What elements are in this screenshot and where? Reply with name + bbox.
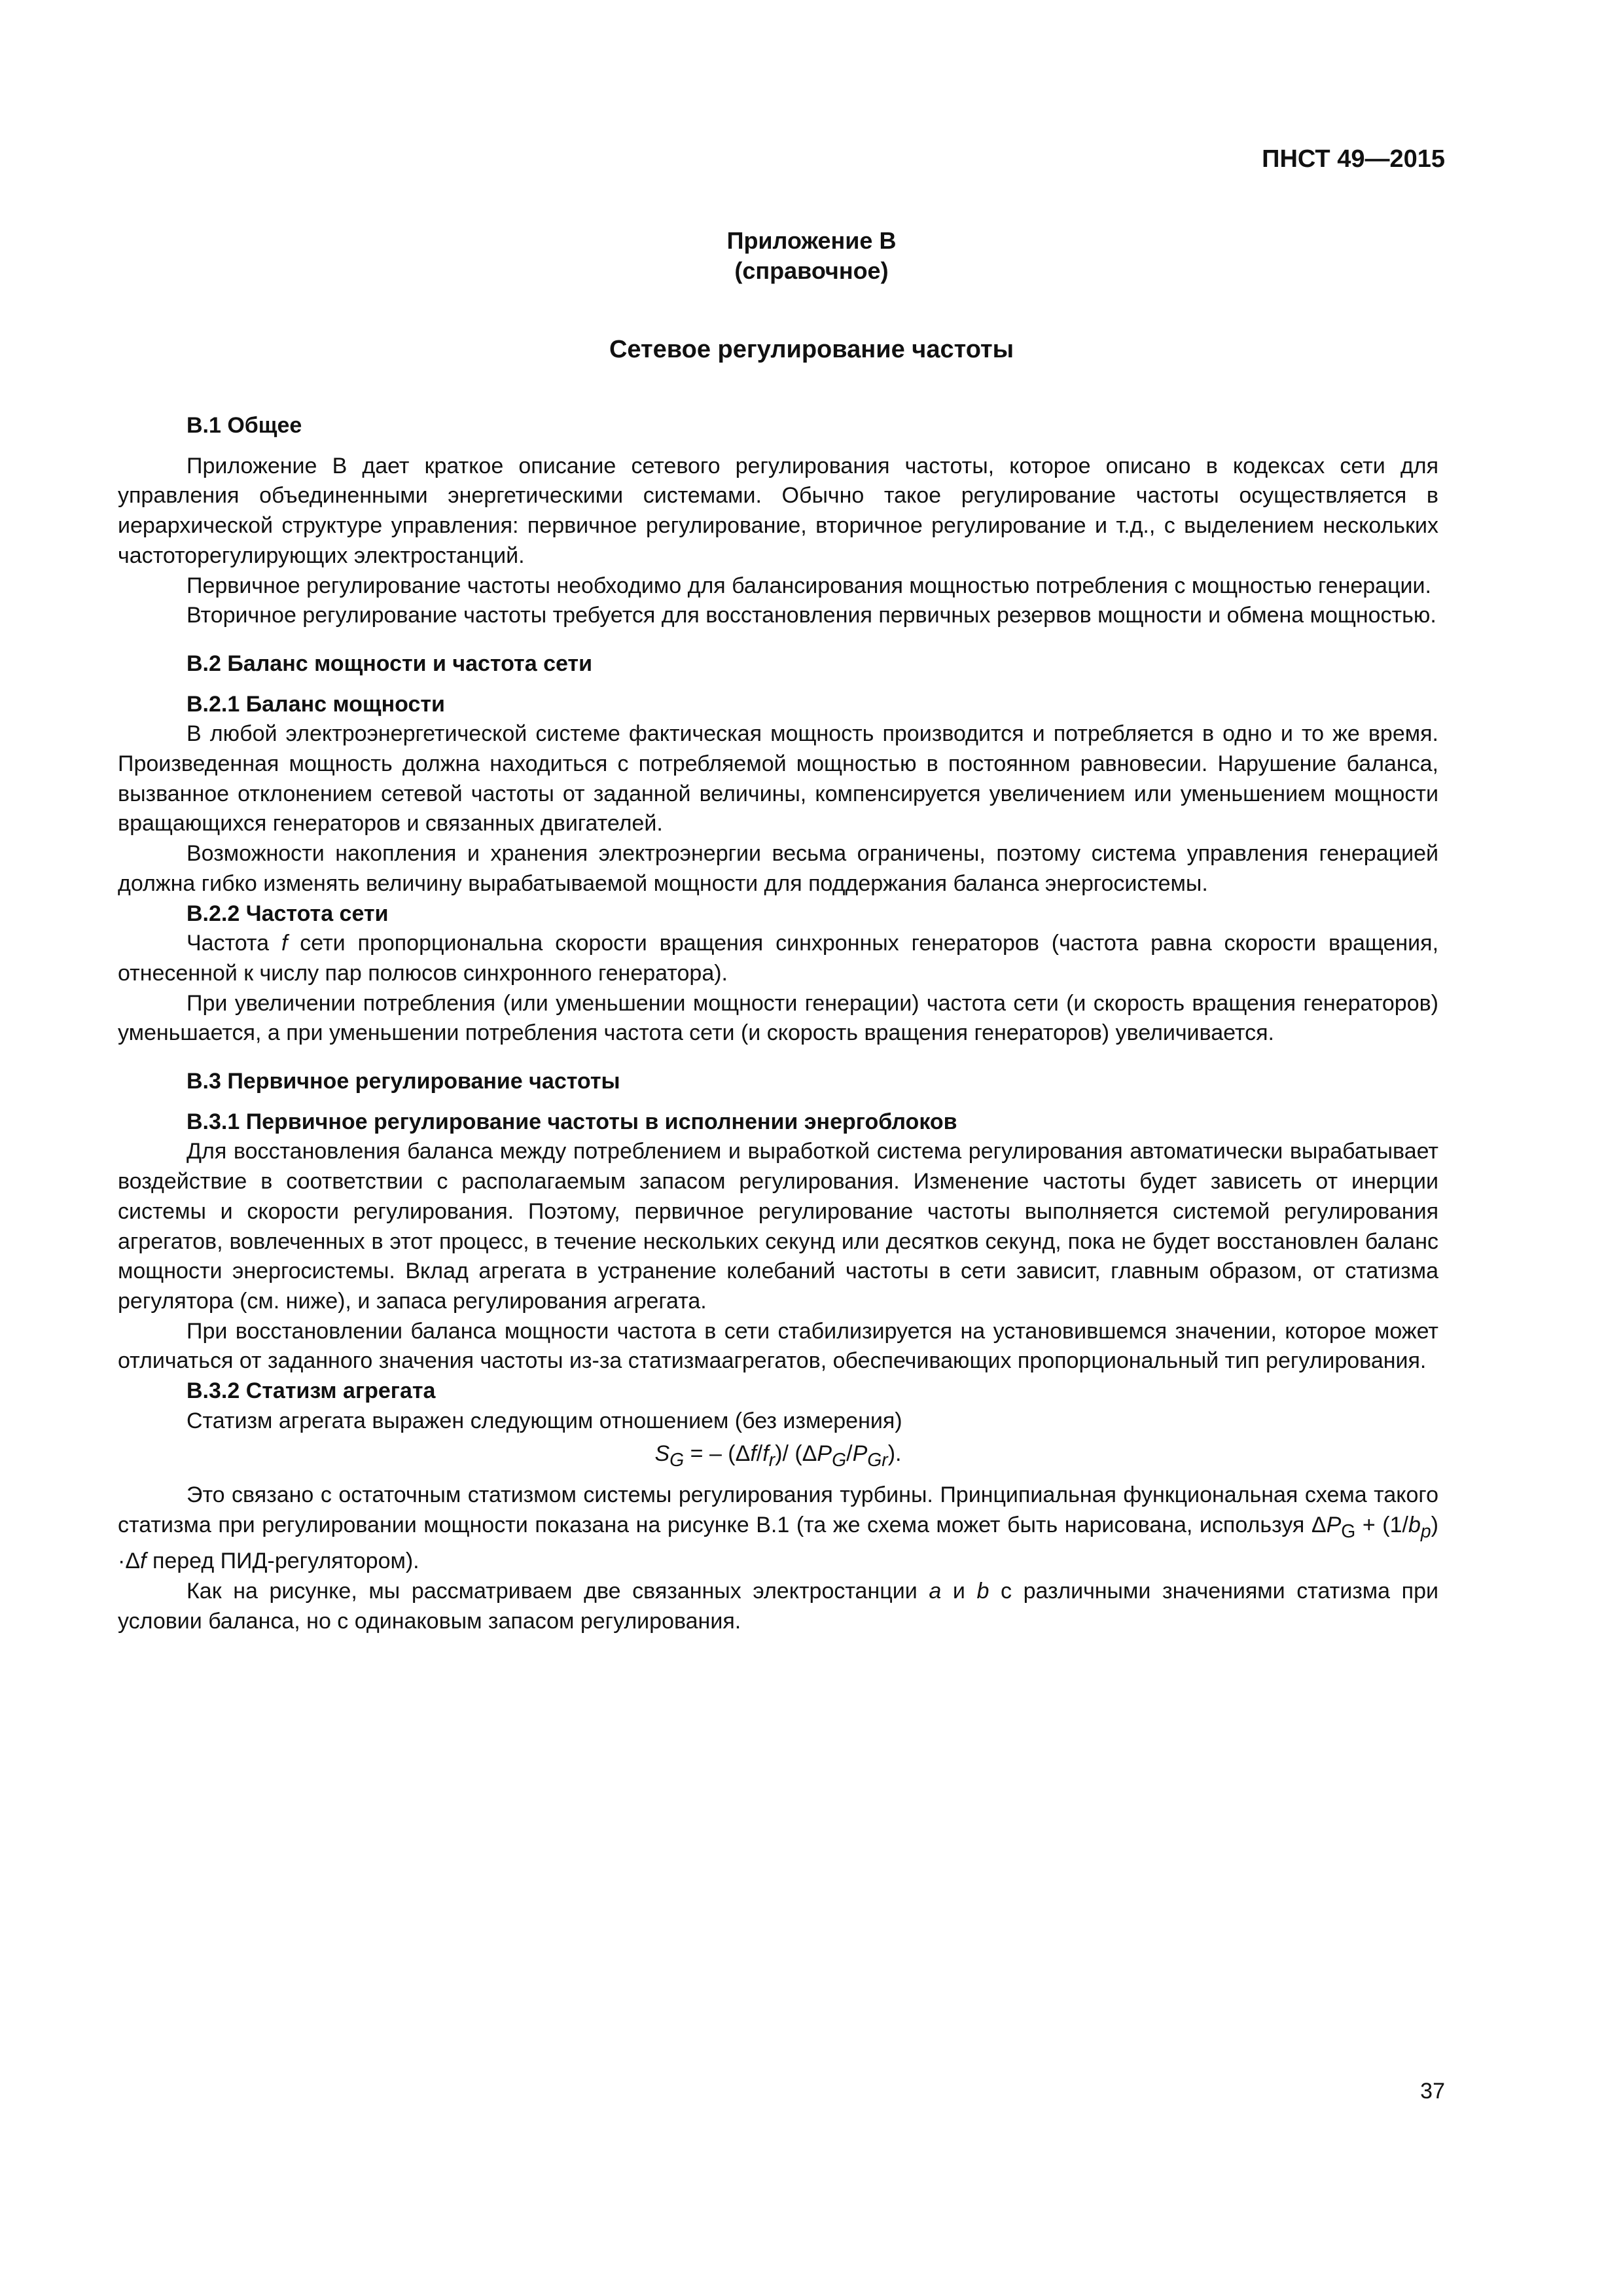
paragraph: Для восстановления баланса между потреблением и выработкой система регулирования автоматически вырабатывает воздействие в соответствии с располагаемым запасом регулирования. Изменение частоты будет зависеть от инерции системы и скорости регулирования. Поэтому, первичное регулирование частоты выполняется системой регулирования агрегатов, вовлеченных в этот процесс, в течение нескольких секунд или десятков секунд, пока не будет восстановлен баланс мощности энергосистемы. Вклад агрегата в устранение колебаний частоты в сети зависит, главным образом, от статизма регулятора (см. ниже), и запаса регулирования агрегата. bbox=[118, 1139, 1438, 1314]
droop-formula: $S_G$ = – $(\Delta f/f_r)/$ $(\Delta P_G/P_{Gr})$. bbox=[654, 1441, 902, 1471]
document-code: ПНСТ 49—2015 bbox=[1262, 145, 1445, 173]
heading-b2: В.2 Баланс мощности и частота сети bbox=[187, 651, 592, 676]
heading-b3-1: В.3.1 Первичное регулирование частоты в исполнении энергоблоков bbox=[187, 1109, 957, 1134]
heading-b3-2: В.3.2 Статизм агрегата bbox=[187, 1378, 436, 1404]
heading-b1: В.1 Общее bbox=[187, 413, 302, 438]
paragraph: В любой электроэнергетической системе фактическая мощность производится и потребляется в одно и то же время. Произведенная мощность должна находиться с потребляемой мощностью в постоянном равновесии. Нарушение баланса, вызванное отклонением сетевой частоты от заданной величины, компенсируется увеличением или уменьшением мощности вращающихся генераторов и связанных двигателей. bbox=[118, 721, 1438, 836]
heading-b2-2: В.2.2 Частота сети bbox=[187, 901, 389, 926]
section-title: Сетевое регулирование частоты bbox=[609, 336, 1014, 363]
paragraph: Статизм агрегата выражен следующим отношением (без измерения) bbox=[187, 1408, 902, 1433]
page-number: 37 bbox=[1420, 2079, 1445, 2104]
appendix-title bbox=[0, 226, 1623, 286]
heading-b3: В.3 Первичное регулирование частоты bbox=[187, 1069, 620, 1094]
paragraph: При увеличении потребления (или уменьшении мощности генерации) частота сети (и скорость вращения генераторов) уменьшается, а при уменьшении потребления частота сети (и скорость вращения генераторов) увеличивается. bbox=[118, 990, 1438, 1046]
heading-b2-1: В.2.1 Баланс мощности bbox=[187, 691, 445, 717]
paragraph: При восстановлении баланса мощности частота в сети стабилизируется на установившемся значении, которое может отличаться от заданного значения частоты из-за статизмаагрегатов, обеспечивающих пропорциональный тип регулирования. bbox=[118, 1318, 1438, 1374]
paragraph: Первичное регулирование частоты необходимо для балансирования мощностью потребления с мощностью генерации. bbox=[187, 573, 1431, 598]
paragraph: Как на рисунке, мы рассматриваем две связанных электростанции a и b с различными значениями статизма при условии баланса, но с одинаковым запасом регулирования. bbox=[118, 1578, 1438, 1634]
paragraph: Частота f сети пропорциональна скорости вращения синхронных генераторов (частота равна скорости вращения, отнесенной к числу пар полюсов синхронного генератора). bbox=[118, 931, 1439, 986]
document-body bbox=[118, 411, 1438, 1636]
appendix-type: (справочное) bbox=[734, 257, 889, 284]
paragraph: Это связано с остаточным статизмом системы регулирования турбины. Принципиальная функциональная схема такого статизма при регулировании мощности показана на рисунке В.1 (та же схема может быть нарисована, используя $\Delta P_G + (1/b_p) \cdot\Delta f$ перед ПИД-регулятором). bbox=[118, 1482, 1438, 1574]
appendix-label: Приложение В bbox=[726, 227, 897, 254]
paragraph: Приложение В дает краткое описание сетевого регулирования частоты, которое описано в кодексах сети для управления объединенными энергетическими системами. Обычно такое регулирование частоты осуществляется в иерархической структуре управления: первичное регулирование, вторичное регулирование и т.д., с выделением нескольких частоторегулирующих электростанций. bbox=[118, 453, 1438, 568]
paragraph: Вторичное регулирование частоты требуется для восстановления первичных резервов мощности и обмена мощностью. bbox=[187, 603, 1436, 628]
paragraph: Возможности накопления и хранения электроэнергии весьма ограничены, поэтому система управления генерацией должна гибко изменять величину вырабатываемой мощности для поддержания баланса энергосистемы. bbox=[118, 841, 1438, 896]
